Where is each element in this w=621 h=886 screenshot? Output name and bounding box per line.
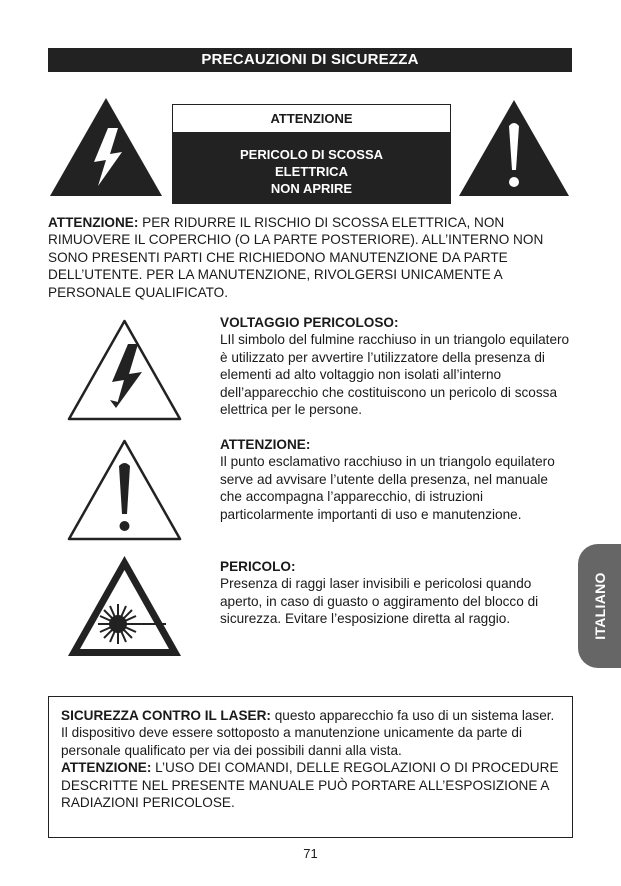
symbol-text: LIl simbolo del fulmine racchiuso in un triangolo equilatero è utilizzato per avvertire l’utilizzatore della presenza di elementi ad alto voltaggio non isolati all’interno dell’apparecchio che costituiscono un pericolo di scossa elettrica per le persone. xyxy=(220,332,570,418)
symbol-heading: VOLTAGGIO PERICOLOSO: xyxy=(220,315,399,330)
exclamation-warning-icon xyxy=(457,98,571,198)
symbol-heading: PERICOLO: xyxy=(220,559,296,574)
attention-label-box xyxy=(172,104,451,204)
shock-warning-line: NON APRIRE xyxy=(270,181,353,196)
high-voltage-warning-icon xyxy=(48,96,164,198)
section-title: PRECAUZIONI DI SICUREZZA xyxy=(48,48,572,72)
symbol-description xyxy=(220,314,570,418)
laser-safety-box xyxy=(48,696,573,838)
language-tab xyxy=(578,544,621,668)
shock-warning-line: ELETTRICA xyxy=(275,164,348,179)
symbol-text: Il punto esclamativo racchiuso in un triangolo equilatero serve ad avvisare l’utente della presenza, nel manuale che accompagna l’apparecchio, di istruzioni particolarmente importanti di uso e manutenzione. xyxy=(220,454,555,522)
laser-attention-text: L’USO DEI COMANDI, DELLE REGOLAZIONI O DI PROCEDURE DESCRITTE NEL PRESENTE MANUALE PUÒ PORTARE ALL’ESPOSIZIONE A RADIAZIONI PERICOLOSE. xyxy=(61,760,559,811)
laser-attention-lead: ATTENZIONE: xyxy=(61,760,152,776)
shock-warning-label xyxy=(173,133,450,203)
laser-safety-lead: SICUREZZA CONTRO IL LASER: xyxy=(61,708,271,723)
intro-text: PER RIDURRE IL RISCHIO DI SCOSSA ELETTRICA, NON RIMUOVERE IL COPERCHIO (O LA PARTE POSTERIORE). ALL’INTERNO NON SONO PRESENTI PARTI CHE RICHIEDONO MANUTENZIONE DA PARTE DELL’UTENTE. PER LA MANUTENZIONE, RIVOLGERSI UNICAMENTE A PERSONALE QUALIFICATO. xyxy=(48,215,544,300)
exclamation-symbol-icon xyxy=(66,438,183,542)
attention-label: ATTENZIONE xyxy=(173,105,450,133)
symbol-text: Presenza di raggi laser invisibili e pericolosi quando aperto, in caso di guasto o aggiramento del blocco di sicurezza. Evitare l’esposizione diretta al raggio. xyxy=(220,576,539,627)
laser-symbol-icon xyxy=(66,554,183,658)
symbol-description xyxy=(220,558,570,628)
symbol-heading: ATTENZIONE: xyxy=(220,437,311,452)
page-number: 71 xyxy=(303,846,318,861)
symbol-description xyxy=(220,436,570,523)
intro-lead: ATTENZIONE: xyxy=(48,215,139,230)
lightning-symbol-icon xyxy=(66,318,183,422)
shock-warning-line: PERICOLO DI SCOSSA xyxy=(239,147,384,162)
laser-safety-text: questo apparecchio fa uso di un sistema laser. Il dispositivo deve essere sottoposto a manutenzione unicamente da parte di personale qualificato per via dei possibili danni alla vista. xyxy=(61,708,555,758)
intro-paragraph xyxy=(48,214,573,301)
language-tab-label: ITALIANO xyxy=(591,572,608,640)
